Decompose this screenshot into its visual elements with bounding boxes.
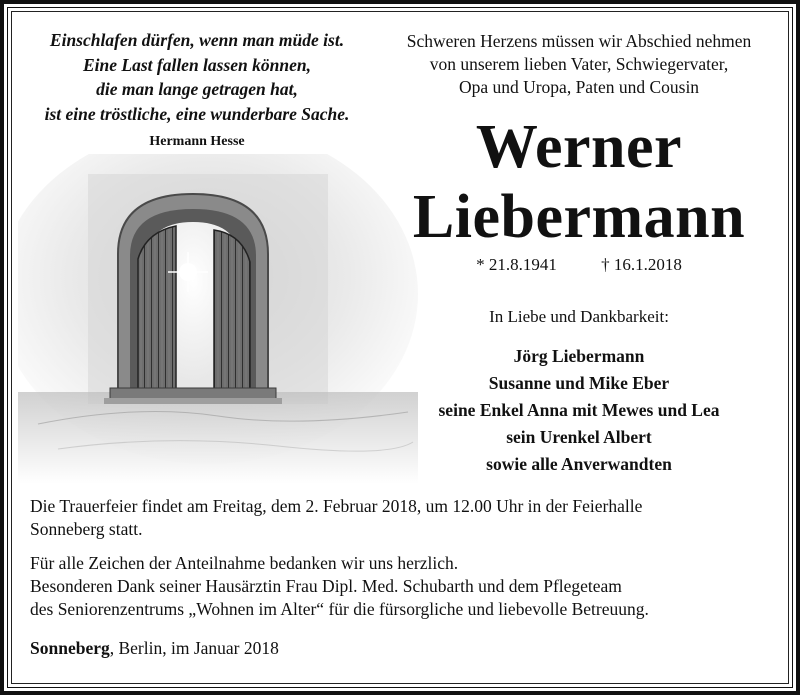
closing-rest: , Berlin, im Januar 2018 <box>109 638 279 658</box>
closing-place: Sonneberg <box>30 638 110 658</box>
deceased-last-name: Liebermann <box>412 183 746 251</box>
ceremony-line: Die Trauerfeier findet am Freitag, dem 2. Februar 2018, um 12.00 Uhr in der Feierhalle <box>30 496 643 516</box>
birth-date: * 21.8.1941 <box>476 255 557 274</box>
condolence-line: Für alle Zeichen der Anteilnahme bedanken wir uns herzlich. <box>30 553 459 573</box>
thanks-line: In Liebe und Dankbarkeit: <box>489 307 669 326</box>
mourner: Susanne und Mike Eber <box>488 373 670 393</box>
quote <box>22 28 372 126</box>
intro-line: Schweren Herzens müssen wir Abschied nehmen <box>406 31 752 51</box>
quote-line: Eine Last fallen lassen können, <box>82 54 312 75</box>
closing-place-date <box>30 638 279 659</box>
life-dates <box>379 255 779 275</box>
deceased-name <box>379 112 779 252</box>
condolence-line: Besonderen Dank seiner Hausärztin Frau Dipl. Med. Schubarth und dem Pflegeteam <box>30 576 622 596</box>
quote-line: Einschlafen dürfen, wenn man müde ist. <box>49 30 345 50</box>
quote-line: die man lange getragen hat, <box>96 79 298 99</box>
doorway-illustration <box>18 154 418 484</box>
mourners-list <box>379 343 779 478</box>
death-date: † 16.1.2018 <box>601 255 682 274</box>
condolence-thanks <box>30 552 790 621</box>
deceased-first-name: Werner <box>475 113 683 181</box>
mourner: sein Urenkel Albert <box>506 427 652 447</box>
ceremony-line: Sonneberg statt. <box>30 519 143 539</box>
ceremony-info <box>30 495 790 541</box>
mourner: Jörg Liebermann <box>513 346 645 366</box>
mourner: sowie alle Anverwandten <box>486 454 672 474</box>
quote-author: Hermann Hesse <box>149 134 245 149</box>
intro-line: von unserem lieben Vater, Schwiegervater, <box>429 54 729 74</box>
intro-text <box>379 30 779 99</box>
mourner: seine Enkel Anna mit Mewes und Lea <box>438 400 720 420</box>
condolence-line: des Seniorenzentrums „Wohnen im Alter“ für die fürsorgliche und liebevolle Betreuung. <box>30 599 649 619</box>
quote-line: ist eine tröstliche, eine wunderbare Sache. <box>44 103 350 124</box>
intro-line: Opa und Uropa, Paten und Cousin <box>458 77 700 97</box>
